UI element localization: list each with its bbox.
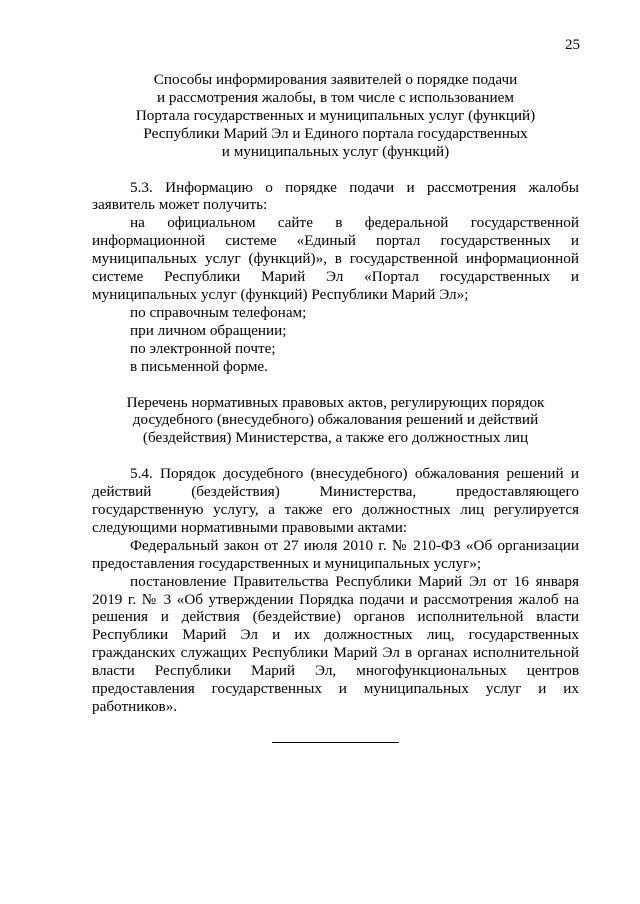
paragraph-5-3: 5.3. Информацию о порядке подачи и рассмотрения жалобы заявитель может получить: (92, 178, 579, 214)
heading-line: Республики Марий Эл и Единого портала государственных (143, 124, 528, 142)
heading-line: и муниципальных услуг (функций) (221, 142, 450, 160)
section-heading-legal-acts (92, 394, 579, 448)
list-item: по справочным телефонам; (130, 303, 307, 321)
heading-line: и рассмотрения жалобы, в том числе с использованием (156, 88, 514, 106)
heading-line: Способы информирования заявителей о порядке подачи (153, 71, 518, 88)
heading-line: досудебного (внесудебного) обжалования решений и действий (132, 411, 539, 429)
list-item: по электронной почте; (130, 339, 276, 357)
list-item: в письменной форме. (130, 357, 268, 375)
list-item: постановление Правительства Республики Марий Эл от 16 января 2019 г. № 3 «Об утверждении Порядка подачи и рассмотрения жалоб на решения и действия (бездействие) органов исполнительной власти Республики Марий Эл и их должностных лиц, государственных гражданских служащих Республики Марий Эл в органах исполнительной власти Республики Марий Эл, многофункциональных центров предоставления государственных и муниципальных услуг и их работников». (92, 572, 579, 715)
heading-line: Перечень нормативных правовых актов, регулирующих порядок (126, 393, 545, 411)
list-item: на официальном сайте в федеральной государственной информационной системе «Единый портал государственных и муниципальных услуг (функций)», в государственной информационной системе Республики Марий Эл «Портал государственных и муниципальных услуг (функций) Республики Марий Эл»; (92, 214, 579, 303)
heading-line: Портала государственных и муниципальных услуг (функций) (135, 106, 536, 124)
end-of-document-rule (272, 742, 399, 743)
list-item: при личном обращении; (130, 321, 287, 339)
heading-line: (бездействия) Министерства, а также его должностных лиц (142, 429, 529, 447)
section-heading-informing (92, 71, 579, 161)
document-body (92, 71, 579, 716)
paragraph-5-4: 5.4. Порядок досудебного (внесудебного) обжалования решений и действий (бездействия) Министерства, предоставляющего государственную услугу, а также его должностных лиц регулируется следующими нормативными правовыми актами: (92, 465, 579, 536)
list-item: Федеральный закон от 27 июля 2010 г. № 210-ФЗ «Об организации предоставления государственных и муниципальных услуг»; (92, 536, 579, 572)
page-number: 25 (565, 37, 580, 53)
